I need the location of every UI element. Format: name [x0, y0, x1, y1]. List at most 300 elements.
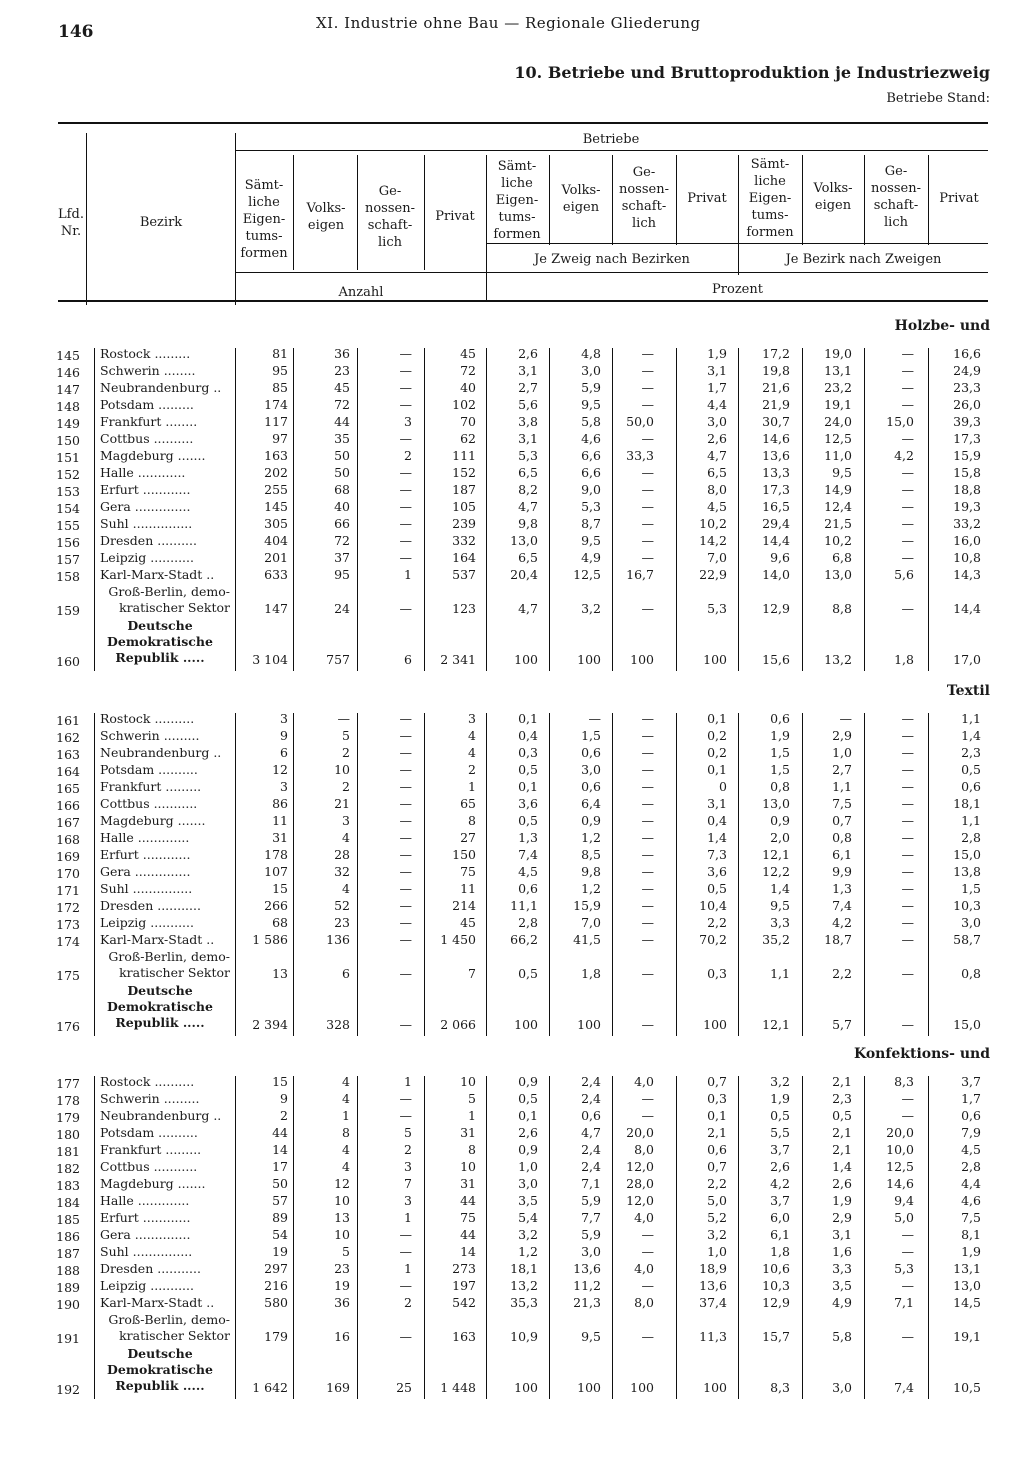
- table-cell: 17,2: [762, 346, 790, 361]
- bezirk-name: Rostock ..........: [100, 1074, 195, 1089]
- table-cell: 100: [514, 652, 538, 667]
- table-cell: —: [399, 1108, 412, 1123]
- table-cell: 25: [396, 1380, 412, 1395]
- row-number: 152: [56, 467, 80, 482]
- row-number: 147: [56, 382, 80, 397]
- table-cell: 29,4: [762, 516, 790, 531]
- table-cell: 12,2: [762, 864, 790, 879]
- table-cell: 11: [272, 813, 288, 828]
- table-cell: 13: [272, 966, 288, 981]
- table-cell: 2,0: [770, 830, 790, 845]
- table-cell: 17,0: [953, 652, 981, 667]
- table-cell: 100: [514, 1380, 538, 1395]
- row-number: 171: [56, 883, 80, 898]
- table-cell: 4,6: [581, 431, 601, 446]
- bezirk-name: Leipzig ...........: [100, 550, 194, 565]
- table-cell: 537: [452, 567, 476, 582]
- header-genossen: Ge- nossen- schaft- lich: [870, 164, 921, 230]
- table-cell: 12,4: [824, 499, 852, 514]
- section-title: Konfektions- und: [853, 1046, 990, 1062]
- header-je-zweig: Je Zweig nach Bezirken: [534, 252, 690, 267]
- table-cell: —: [399, 1091, 412, 1106]
- table-cell: 105: [452, 499, 476, 514]
- table-cell: 9,5: [581, 397, 601, 412]
- table-cell: 3,1: [707, 796, 727, 811]
- table-cell: 7,9: [961, 1125, 981, 1140]
- table-cell: 66: [334, 516, 350, 531]
- table-cell: 40: [460, 380, 476, 395]
- table-cell: 16,7: [626, 567, 654, 582]
- table-cell: 1,1: [961, 813, 981, 828]
- table-cell: 1: [404, 567, 412, 582]
- table-cell: 62: [460, 431, 476, 446]
- table-cell: 1,0: [832, 745, 852, 760]
- bezirk-name: Leipzig ...........: [100, 915, 194, 930]
- table-cell: —: [641, 915, 654, 930]
- table-cell: 89: [272, 1210, 288, 1225]
- table-cell: 2,2: [832, 966, 852, 981]
- table-cell: 14,0: [762, 567, 790, 582]
- table-cell: 1,5: [581, 728, 601, 743]
- table-cell: 1,9: [770, 1091, 790, 1106]
- bezirk-name: Potsdam ..........: [100, 762, 198, 777]
- table-cell: 70,2: [699, 932, 727, 947]
- bezirk-name: Potsdam .........: [100, 397, 194, 412]
- table-cell: 30,7: [762, 414, 790, 429]
- header-genossen: Ge- nossen- schaft- lich: [618, 165, 669, 231]
- table-cell: 10: [334, 1227, 350, 1242]
- header-rule-zweig: [486, 243, 988, 244]
- row-number: 174: [56, 934, 80, 949]
- header-volkseigen: Volks- eigen: [561, 183, 601, 215]
- row-number: 154: [56, 501, 80, 516]
- header-divider: [293, 155, 294, 270]
- table-cell: 178: [264, 847, 288, 862]
- table-cell: 19,1: [953, 1329, 981, 1344]
- page-number: 146: [58, 22, 94, 42]
- table-cell: 13,6: [573, 1261, 601, 1276]
- column-divider: [612, 1076, 613, 1399]
- table-cell: 6: [280, 745, 288, 760]
- table-cell: 0,2: [707, 728, 727, 743]
- column-divider: [549, 348, 550, 671]
- table-cell: 332: [452, 533, 476, 548]
- table-cell: 2,9: [832, 1210, 852, 1225]
- table-cell: 4,7: [707, 448, 727, 463]
- table-cell: —: [399, 745, 412, 760]
- table-cell: 3,8: [518, 414, 538, 429]
- table-cell: 9,8: [518, 516, 538, 531]
- table-cell: 5,3: [581, 499, 601, 514]
- table-cell: 0,9: [518, 1074, 538, 1089]
- table-cell: 32: [334, 864, 350, 879]
- table-cell: 65: [460, 796, 476, 811]
- table-cell: 9: [280, 728, 288, 743]
- table-cell: —: [641, 499, 654, 514]
- bezirk-name: Neubrandenburg ..: [100, 745, 222, 760]
- table-cell: 15,0: [953, 847, 981, 862]
- table-cell: 19: [272, 1244, 288, 1259]
- table-cell: 3,1: [518, 363, 538, 378]
- column-divider: [549, 713, 550, 1036]
- table-cell: 12,5: [824, 431, 852, 446]
- table-cell: 9,0: [581, 482, 601, 497]
- row-number: 173: [56, 917, 80, 932]
- row-number: 165: [56, 781, 80, 796]
- table-cell: 8,0: [707, 482, 727, 497]
- table-cell: 20,0: [886, 1125, 914, 1140]
- table-cell: 31: [460, 1125, 476, 1140]
- table-cell: 3: [404, 1159, 412, 1174]
- table-cell: 4: [342, 1074, 350, 1089]
- row-number: 178: [56, 1093, 80, 1108]
- table-cell: 18,7: [824, 932, 852, 947]
- table-cell: 3,1: [707, 363, 727, 378]
- table-cell: 39,3: [953, 414, 981, 429]
- table-cell: —: [641, 932, 654, 947]
- column-divider: [357, 713, 358, 1036]
- table-cell: 2 394: [252, 1017, 288, 1032]
- table-cell: 24: [334, 601, 350, 616]
- table-cell: 0,1: [707, 1108, 727, 1123]
- table-cell: 1,9: [770, 728, 790, 743]
- table-cell: 81: [272, 346, 288, 361]
- table-cell: 328: [326, 1017, 350, 1032]
- row-number: 167: [56, 815, 80, 830]
- table-cell: 8,0: [634, 1142, 654, 1157]
- bezirk-name: Groß-Berlin, demo- kratischer Sektor: [108, 1312, 230, 1343]
- table-cell: 13,8: [953, 864, 981, 879]
- table-cell: 3,2: [707, 1227, 727, 1242]
- table-cell: 35,2: [762, 932, 790, 947]
- table-cell: —: [641, 728, 654, 743]
- table-cell: 7,4: [518, 847, 538, 862]
- table-cell: 18,9: [699, 1261, 727, 1276]
- table-cell: 14,4: [762, 533, 790, 548]
- table-cell: 5,8: [581, 414, 601, 429]
- table-cell: 6,1: [832, 847, 852, 862]
- table-cell: 23: [334, 1261, 350, 1276]
- table-cell: —: [901, 796, 914, 811]
- table-cell: 3,6: [707, 864, 727, 879]
- table-cell: 4,5: [961, 1142, 981, 1157]
- table-cell: 6,5: [518, 465, 538, 480]
- header-privat: Privat: [939, 191, 979, 206]
- table-cell: 4,0: [634, 1261, 654, 1276]
- table-cell: 1,5: [961, 881, 981, 896]
- header-prozent: Prozent: [712, 282, 763, 297]
- column-divider: [486, 1076, 487, 1399]
- table-cell: 21,5: [824, 516, 852, 531]
- table-cell: 68: [334, 482, 350, 497]
- table-cell: 542: [452, 1295, 476, 1310]
- table-cell: 5,9: [581, 380, 601, 395]
- table-cell: 2: [404, 448, 412, 463]
- row-number: 188: [56, 1263, 80, 1278]
- table-cell: 14,3: [953, 567, 981, 582]
- table-cell: 1,8: [581, 966, 601, 981]
- header-bottom-rule: [58, 300, 988, 302]
- row-number: 170: [56, 866, 80, 881]
- table-cell: 1,2: [581, 881, 601, 896]
- table-cell: 13,2: [824, 652, 852, 667]
- table-cell: —: [901, 711, 914, 726]
- table-cell: 4,2: [832, 915, 852, 930]
- table-cell: 54: [272, 1227, 288, 1242]
- table-cell: 0,5: [832, 1108, 852, 1123]
- table-cell: 3,2: [770, 1074, 790, 1089]
- row-number: 186: [56, 1229, 80, 1244]
- table-cell: —: [641, 864, 654, 879]
- column-divider: [864, 348, 865, 671]
- header-je-bezirk: Je Bezirk nach Zweigen: [785, 252, 942, 267]
- column-divider: [94, 713, 95, 1036]
- table-cell: 4,5: [707, 499, 727, 514]
- table-cell: 111: [452, 448, 476, 463]
- table-cell: 2,6: [518, 1125, 538, 1140]
- table-cell: 3,1: [518, 431, 538, 446]
- table-cell: 2,8: [518, 915, 538, 930]
- table-cell: 7,1: [581, 1176, 601, 1191]
- table-cell: 1 642: [252, 1380, 288, 1395]
- table-cell: 0,1: [518, 711, 538, 726]
- table-cell: —: [641, 397, 654, 412]
- column-divider: [293, 713, 294, 1036]
- table-cell: 28,0: [626, 1176, 654, 1191]
- table-cell: 4: [342, 1159, 350, 1174]
- table-cell: 3,1: [832, 1227, 852, 1242]
- table-cell: 8,3: [894, 1074, 914, 1089]
- table-cell: 36: [334, 346, 350, 361]
- table-cell: 100: [703, 1017, 727, 1032]
- table-cell: 123: [452, 601, 476, 616]
- bezirk-name: Leipzig ...........: [100, 1278, 194, 1293]
- table-cell: 0,9: [770, 813, 790, 828]
- table-cell: 0,1: [707, 711, 727, 726]
- bezirk-name: Neubrandenburg ..: [100, 380, 222, 395]
- table-cell: 150: [452, 847, 476, 862]
- table-cell: —: [901, 830, 914, 845]
- table-cell: 15,9: [953, 448, 981, 463]
- bezirk-name: Deutsche Demokratische Republik .....: [107, 618, 213, 665]
- column-divider: [676, 348, 677, 671]
- table-cell: 0: [719, 779, 727, 794]
- table-cell: 0,5: [518, 813, 538, 828]
- table-cell: —: [901, 550, 914, 565]
- table-cell: 7,5: [961, 1210, 981, 1225]
- table-cell: —: [641, 482, 654, 497]
- table-cell: 1,0: [707, 1244, 727, 1259]
- table-cell: 2,2: [707, 915, 727, 930]
- table-cell: 0,5: [518, 966, 538, 981]
- table-cell: —: [901, 745, 914, 760]
- table-cell: 13,2: [510, 1278, 538, 1293]
- bezirk-name: Halle ............: [100, 465, 186, 480]
- table-cell: 3,7: [770, 1193, 790, 1208]
- column-divider: [928, 348, 929, 671]
- table-cell: 6,5: [707, 465, 727, 480]
- row-number: 164: [56, 764, 80, 779]
- table-cell: 5,3: [707, 601, 727, 616]
- table-cell: 757: [326, 652, 350, 667]
- table-cell: 23: [334, 915, 350, 930]
- row-number: 151: [56, 450, 80, 465]
- table-cell: —: [901, 1329, 914, 1344]
- table-cell: 0,6: [581, 745, 601, 760]
- column-divider: [549, 1076, 550, 1399]
- table-cell: 97: [272, 431, 288, 446]
- table-cell: 2 066: [440, 1017, 476, 1032]
- column-divider: [612, 713, 613, 1036]
- table-cell: 0,6: [707, 1142, 727, 1157]
- table-cell: 37: [334, 550, 350, 565]
- column-divider: [293, 1076, 294, 1399]
- row-number: 157: [56, 552, 80, 567]
- table-cell: 10,8: [953, 550, 981, 565]
- table-cell: —: [399, 601, 412, 616]
- table-cell: 2: [404, 1295, 412, 1310]
- bezirk-name: Neubrandenburg ..: [100, 1108, 222, 1123]
- table-cell: 10,0: [886, 1142, 914, 1157]
- table-cell: 2,2: [707, 1176, 727, 1191]
- table-cell: —: [399, 482, 412, 497]
- table-cell: 633: [264, 567, 288, 582]
- table-cell: 26,0: [953, 397, 981, 412]
- table-cell: 15: [272, 1074, 288, 1089]
- table-cell: 13,1: [824, 363, 852, 378]
- table-cell: 21,3: [573, 1295, 601, 1310]
- header-samtliche: Sämt- liche Eigen- tums- formen: [240, 178, 288, 261]
- table-cell: —: [901, 881, 914, 896]
- table-cell: 100: [630, 652, 654, 667]
- table-cell: 13,6: [699, 1278, 727, 1293]
- table-cell: 36: [334, 1295, 350, 1310]
- table-cell: 12: [334, 1176, 350, 1191]
- table-cell: 5,2: [707, 1210, 727, 1225]
- table-cell: —: [901, 915, 914, 930]
- table-cell: 9,5: [770, 898, 790, 913]
- table-cell: 4,2: [770, 1176, 790, 1191]
- table-cell: —: [641, 431, 654, 446]
- table-cell: 10,5: [953, 1380, 981, 1395]
- row-number: 181: [56, 1144, 80, 1159]
- bezirk-name: Deutsche Demokratische Republik .....: [107, 1346, 213, 1393]
- table-cell: —: [641, 1091, 654, 1106]
- table-cell: 0,7: [707, 1074, 727, 1089]
- table-cell: —: [901, 533, 914, 548]
- table-cell: 187: [452, 482, 476, 497]
- table-cell: 4: [342, 881, 350, 896]
- row-number: 149: [56, 416, 80, 431]
- table-cell: 15,7: [762, 1329, 790, 1344]
- row-number: 189: [56, 1280, 80, 1295]
- table-cell: 45: [334, 380, 350, 395]
- table-cell: 239: [452, 516, 476, 531]
- table-cell: 21: [334, 796, 350, 811]
- table-cell: 0,1: [707, 762, 727, 777]
- table-cell: 50: [334, 465, 350, 480]
- table-cell: 16,6: [953, 346, 981, 361]
- bezirk-name: Karl-Marx-Stadt ..: [100, 1295, 215, 1310]
- table-cell: —: [901, 847, 914, 862]
- row-number: 166: [56, 798, 80, 813]
- table-cell: 3,0: [581, 1244, 601, 1259]
- header-volkseigen: Volks- eigen: [306, 201, 346, 233]
- table-cell: 4,7: [518, 499, 538, 514]
- table-cell: —: [399, 380, 412, 395]
- table-cell: 75: [460, 1210, 476, 1225]
- table-cell: 4,4: [961, 1176, 981, 1191]
- table-cell: —: [399, 533, 412, 548]
- table-cell: —: [588, 711, 601, 726]
- table-cell: 12,0: [626, 1159, 654, 1174]
- table-cell: 4,9: [832, 1295, 852, 1310]
- table-cell: 13,1: [953, 1261, 981, 1276]
- table-cell: 0,3: [518, 745, 538, 760]
- table-cell: 7: [404, 1176, 412, 1191]
- table-cell: 27: [460, 830, 476, 845]
- table-cell: 24,9: [953, 363, 981, 378]
- bezirk-name: Rostock ..........: [100, 711, 195, 726]
- table-cell: 1,8: [894, 652, 914, 667]
- table-cell: 15,8: [953, 465, 981, 480]
- table-cell: —: [901, 966, 914, 981]
- bezirk-name: Schwerin ........: [100, 363, 196, 378]
- table-cell: 11: [460, 881, 476, 896]
- table-cell: 8: [342, 1125, 350, 1140]
- column-divider: [928, 1076, 929, 1399]
- table-cell: 1,2: [518, 1244, 538, 1259]
- table-cell: —: [901, 465, 914, 480]
- table-cell: 1: [342, 1108, 350, 1123]
- table-cell: 1 450: [440, 932, 476, 947]
- table-cell: 50,0: [626, 414, 654, 429]
- table-cell: 15,0: [886, 414, 914, 429]
- row-number: 158: [56, 569, 80, 584]
- table-cell: —: [901, 762, 914, 777]
- bezirk-name: Dresden ...........: [100, 898, 201, 913]
- table-cell: 12,1: [762, 1017, 790, 1032]
- table-cell: 13: [334, 1210, 350, 1225]
- table-cell: 4,5: [518, 864, 538, 879]
- table-cell: 23,3: [953, 380, 981, 395]
- table-cell: —: [641, 1227, 654, 1242]
- table-cell: 9: [280, 1091, 288, 1106]
- table-cell: 297: [264, 1261, 288, 1276]
- table-cell: 3: [280, 711, 288, 726]
- table-cell: 136: [326, 932, 350, 947]
- table-cell: 10,2: [824, 533, 852, 548]
- row-number: 184: [56, 1195, 80, 1210]
- table-cell: 10: [460, 1074, 476, 1089]
- bezirk-name: Potsdam ..........: [100, 1125, 198, 1140]
- table-cell: 11,1: [510, 898, 538, 913]
- table-cell: 3,0: [961, 915, 981, 930]
- table-cell: 16,0: [953, 533, 981, 548]
- table-cell: 145: [264, 499, 288, 514]
- table-cell: 9,5: [581, 1329, 601, 1344]
- table-cell: 2,3: [961, 745, 981, 760]
- table-cell: 0,4: [518, 728, 538, 743]
- table-cell: —: [901, 898, 914, 913]
- table-cell: 2,4: [581, 1142, 601, 1157]
- row-number: 161: [56, 713, 80, 728]
- column-divider: [864, 713, 865, 1036]
- table-cell: 0,1: [518, 779, 538, 794]
- table-cell: 21,6: [762, 380, 790, 395]
- table-cell: 4: [342, 830, 350, 845]
- table-cell: 15,9: [573, 898, 601, 913]
